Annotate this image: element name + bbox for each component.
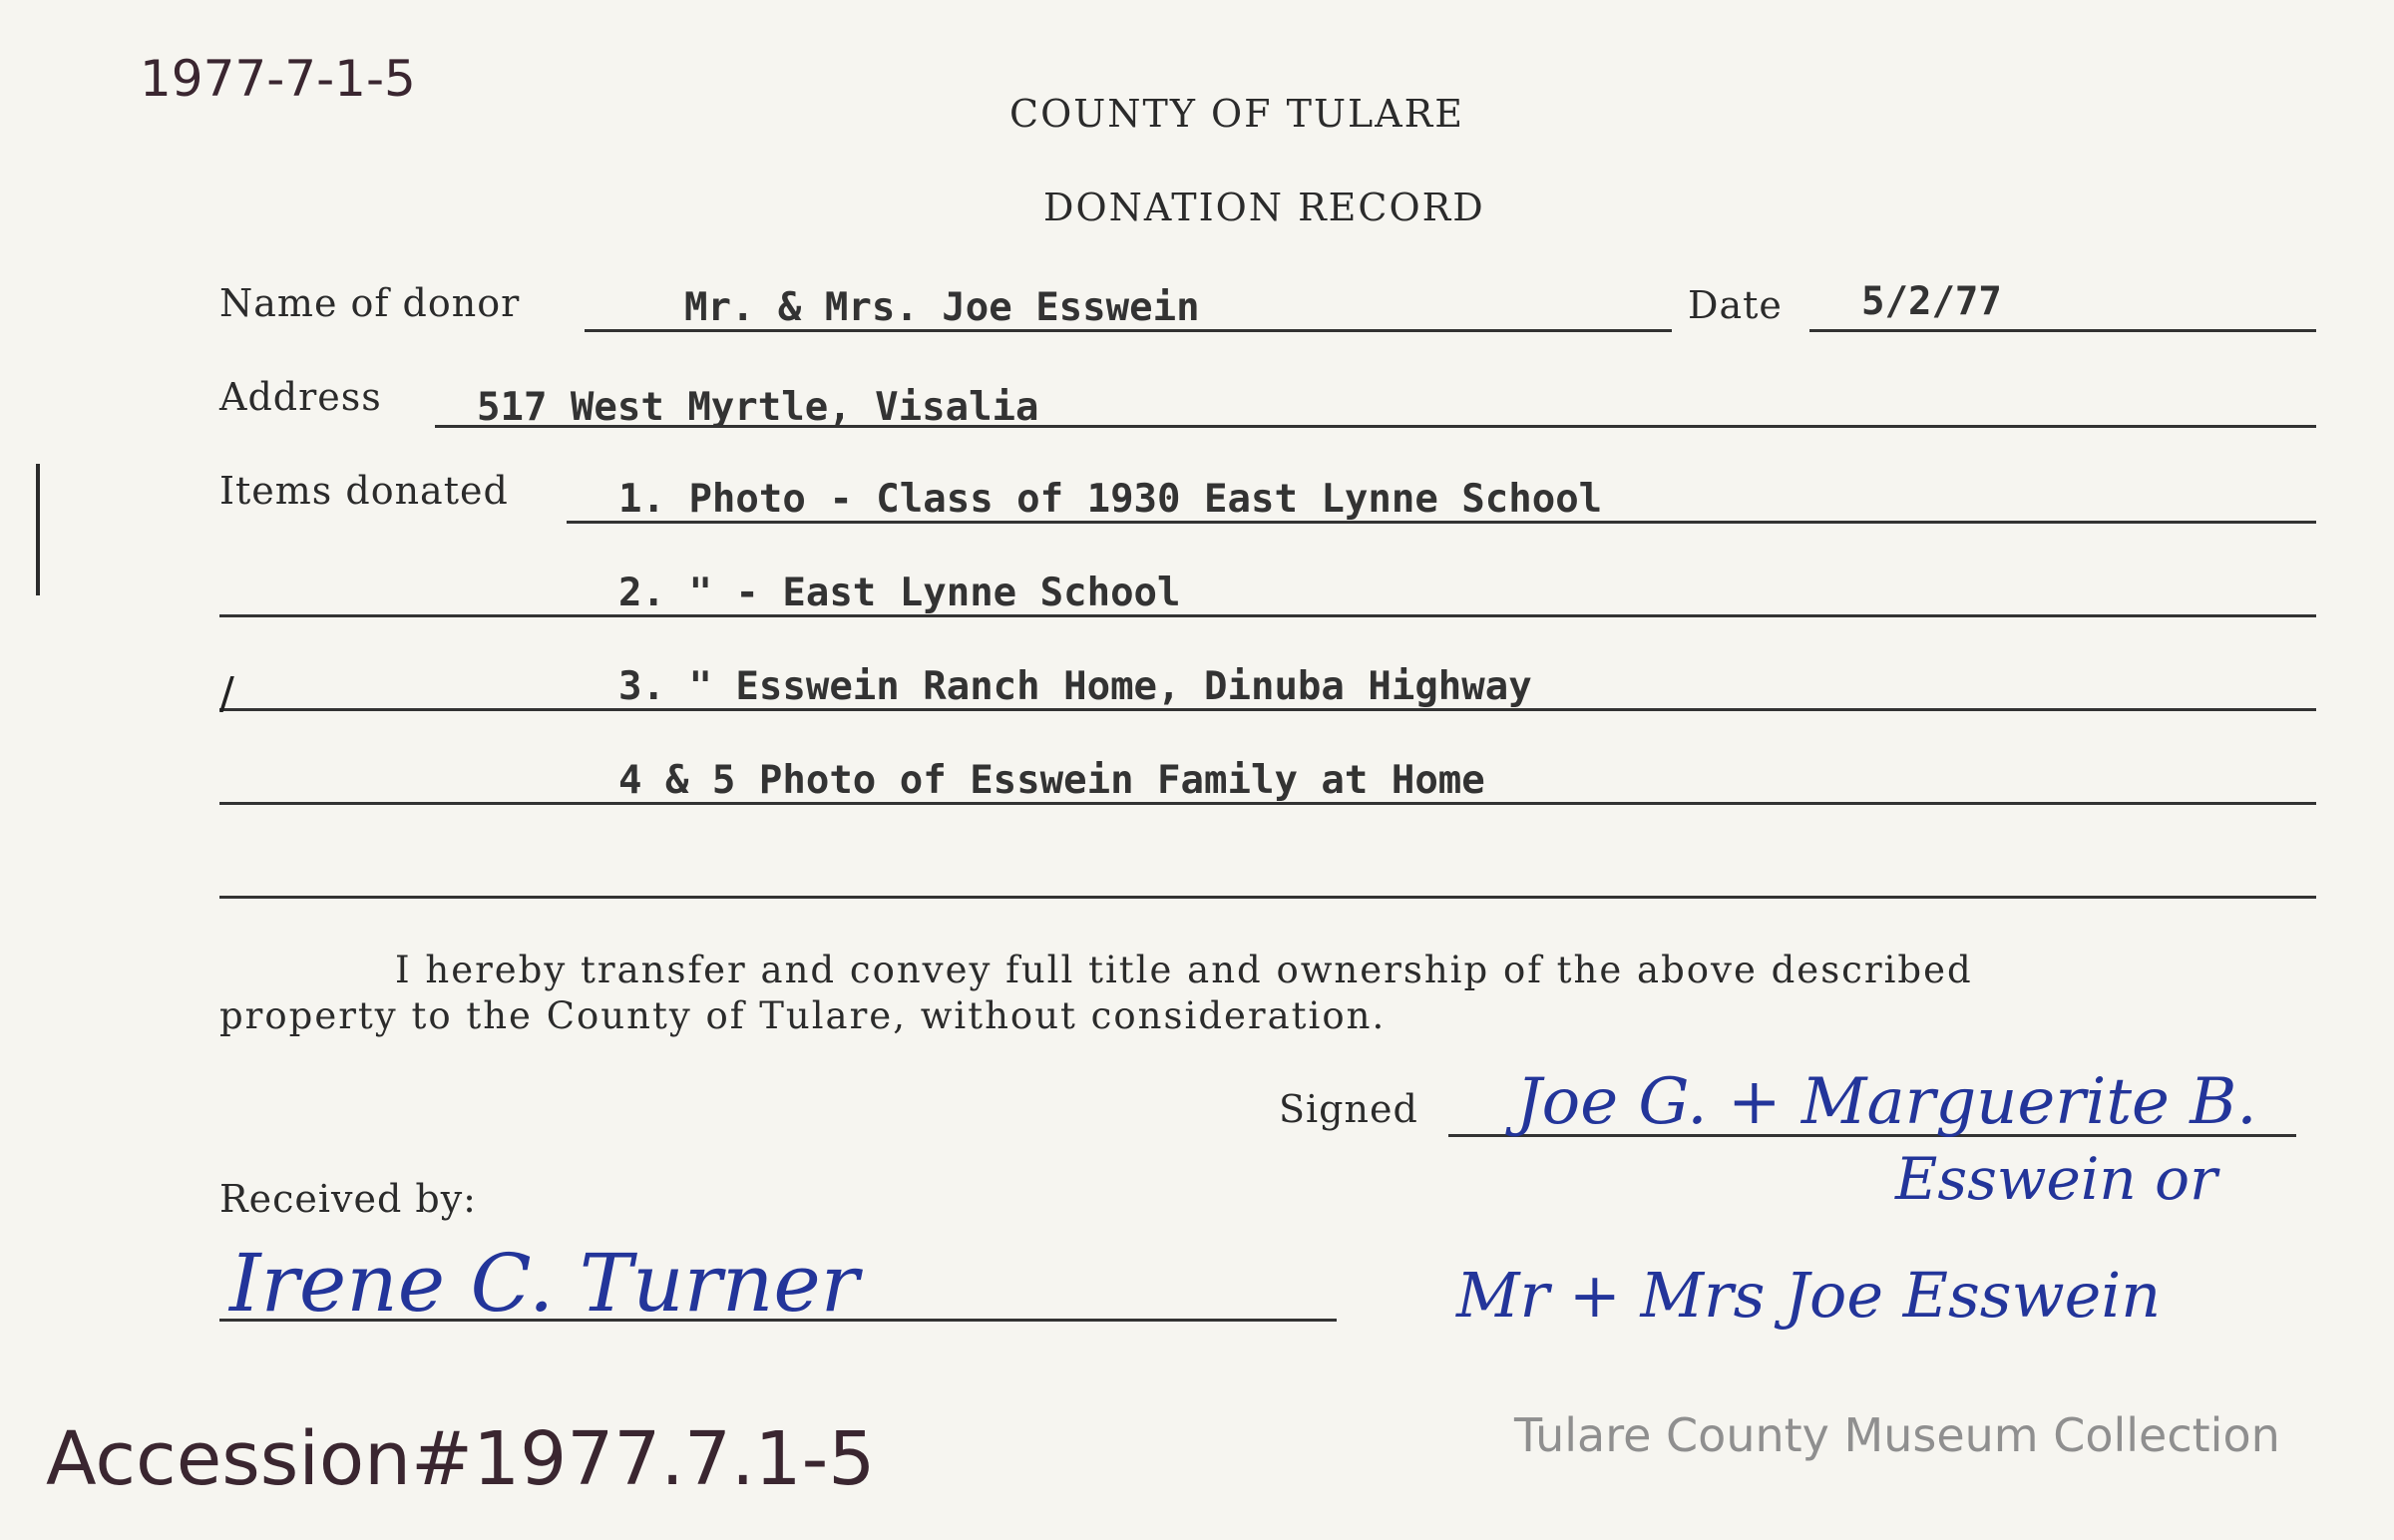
museum-watermark: Tulare County Museum Collection (1514, 1408, 2280, 1462)
accession-number-top: 1977-7-1-5 (140, 50, 416, 108)
donor-signature-line-2: Esswein or (1895, 1145, 2217, 1213)
item-1: 1. Photo - Class of 1930 East Lynne School (618, 477, 1603, 522)
county-title: COUNTY OF TULARE (1009, 92, 1465, 136)
address-value: 517 West Myrtle, Visalia (477, 385, 1039, 430)
date-value: 5/2/77 (1861, 279, 2002, 324)
donor-value: Mr. & Mrs. Joe Esswein (684, 285, 1200, 330)
donor-label: Name of donor (219, 281, 521, 325)
transfer-line-1: I hereby transfer and convey full title and ownership of the above described (395, 949, 1973, 991)
item-line-5 (219, 896, 2316, 899)
address-label: Address (219, 375, 382, 419)
item-line-2 (219, 614, 2316, 617)
date-line (1809, 329, 2316, 332)
item-check-mark: / (219, 668, 234, 719)
item-3: 3. " Esswein Ranch Home, Dinuba Highway (618, 664, 1532, 709)
item-2: 2. " - East Lynne School (618, 571, 1181, 615)
record-title: DONATION RECORD (1043, 186, 1485, 229)
transfer-line-2: property to the County of Tulare, without consideration. (219, 994, 1387, 1037)
binder-mark (36, 464, 40, 595)
date-label: Date (1688, 283, 1783, 327)
donor-signature-line-3: Mr + Mrs Joe Esswein (1456, 1259, 2162, 1332)
receiver-signature: Irene C. Turner (229, 1237, 859, 1330)
item-4: 4 & 5 Photo of Esswein Family at Home (618, 758, 1485, 803)
accession-number-bottom: Accession#1977.7.1-5 (46, 1416, 876, 1502)
signed-label: Signed (1279, 1087, 1418, 1131)
items-label: Items donated (219, 469, 509, 513)
donor-signature-line-1: Joe G. + Marguerite B. (1516, 1065, 2257, 1139)
received-label: Received by: (219, 1177, 477, 1221)
